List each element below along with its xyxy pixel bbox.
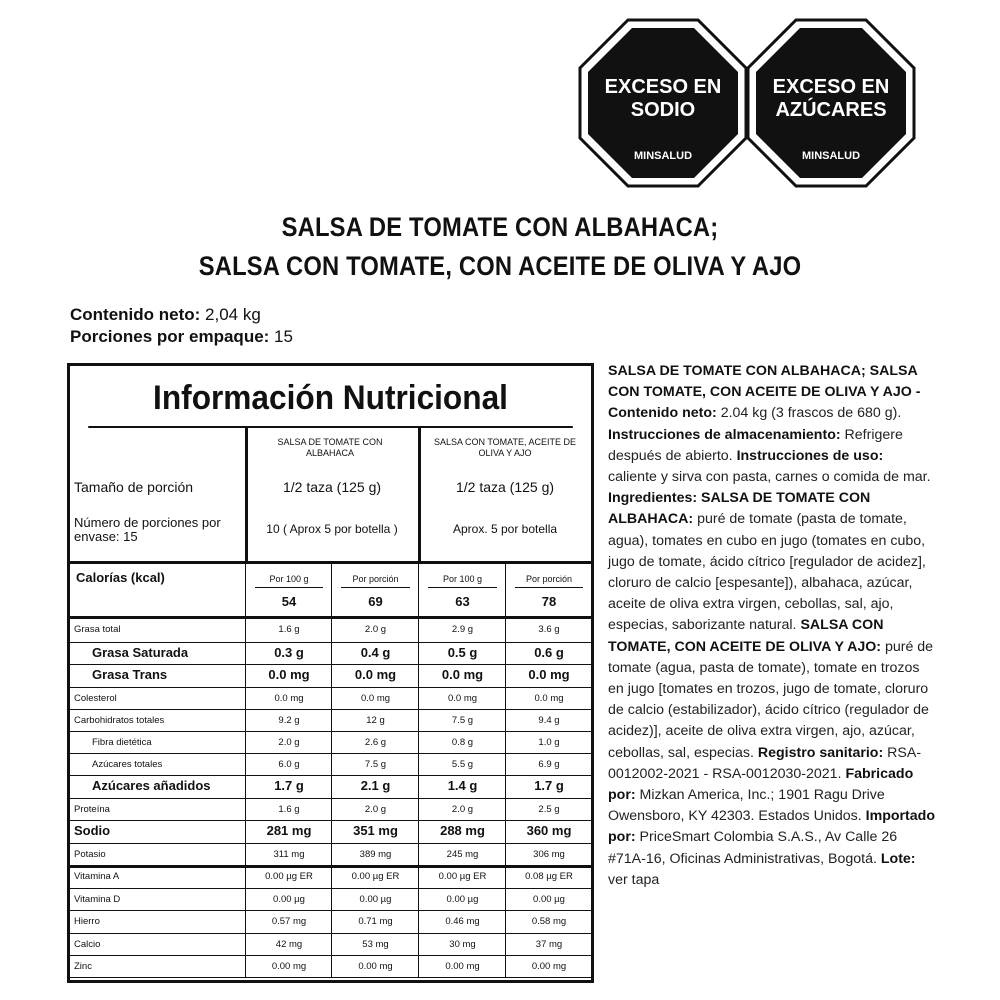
column-divider xyxy=(245,798,246,820)
info-heading: Registro sanitario: xyxy=(757,744,884,761)
nutrient-label: Azúcares añadidos xyxy=(92,778,211,793)
nutrient-value: 2.9 g xyxy=(451,624,474,635)
nutrient-value: 0.0 mg xyxy=(441,667,484,682)
info-body: PriceSmart Colombia S.A.S., Av Calle 26 #71A-16, Oficinas Administrativas, Bogotá. xyxy=(608,829,898,867)
nutrient-value: 0.00 mg xyxy=(531,961,567,972)
nutrient-value: 0.0 mg xyxy=(360,693,391,704)
info-heading: Contenido neto: xyxy=(608,405,717,422)
info-body: puré de tomate (agua, pasta de tomate), tomate en trozos en jugo [tomates en trozos, jugo de tomate, cloruro de calcio (estabilizador), ácido cítrico (regulador de acidez)], aceite de oliva extra virgen, ajo, azúcar, cebollas, sal, especias. xyxy=(608,638,934,761)
column-divider xyxy=(331,687,332,709)
column-divider xyxy=(505,865,506,888)
column-divider xyxy=(331,865,332,888)
column-divider xyxy=(331,709,332,731)
nutrient-value: 0.0 mg xyxy=(354,667,397,682)
info-heading: Fabricado por: xyxy=(608,765,914,804)
nutrient-value: 0.00 mg xyxy=(445,961,480,972)
nutrient-label: Carbohidratos totales xyxy=(74,715,165,726)
column-divider xyxy=(505,933,506,955)
column-divider xyxy=(418,933,419,955)
column-divider xyxy=(331,642,332,664)
per-unit-label: Por porción xyxy=(525,574,573,584)
subheader-underline xyxy=(255,587,323,588)
column-divider xyxy=(418,564,419,616)
column-divider xyxy=(418,910,419,933)
subheader-underline xyxy=(428,587,497,588)
nutrient-value: 0.0 mg xyxy=(534,693,564,704)
column-divider xyxy=(505,664,506,687)
info-body: Refrigere después de abierto. xyxy=(608,426,903,464)
row-divider xyxy=(70,977,591,978)
nutrient-value: 0.8 g xyxy=(451,737,474,748)
nutrient-value: 1.7 g xyxy=(274,778,304,793)
nutrient-value: 2.5 g xyxy=(538,804,560,815)
column-divider xyxy=(418,775,419,798)
nutrient-value: 0.00 µg ER xyxy=(265,871,313,882)
info-body: ver tapa xyxy=(608,871,660,888)
nutrient-value: 0.00 µg xyxy=(359,894,392,905)
subheader-underline xyxy=(515,587,583,588)
nutrition-title: Información Nutricional xyxy=(88,370,573,428)
calories-value: 69 xyxy=(368,594,383,609)
column-divider xyxy=(245,865,246,888)
nutrient-value: 0.0 mg xyxy=(274,693,304,704)
column-divider xyxy=(245,820,246,843)
nutrient-value: 1.4 g xyxy=(447,778,478,793)
nutrient-value: 0.00 mg xyxy=(271,961,307,972)
nutrient-value: 311 mg xyxy=(273,849,305,860)
nutrient-value: 1.7 g xyxy=(534,778,564,793)
servings-value: 10 ( Aprox 5 por botella ) xyxy=(266,522,398,536)
column-divider xyxy=(245,687,246,709)
nutrient-label: Sodio xyxy=(74,823,111,838)
nutrient-label: Vitamina D xyxy=(74,894,121,905)
info-body: 2.04 kg (3 frascos de 680 g). xyxy=(716,405,902,422)
net-content: Contenido neto: 2,04 kg xyxy=(70,305,261,324)
nutrient-value: 0.0 mg xyxy=(268,667,310,682)
nutrient-value: 0.46 mg xyxy=(445,916,480,927)
column-divider xyxy=(418,664,419,687)
seal-authority: MINSALUD xyxy=(801,150,861,162)
per-unit-label: Por 100 g xyxy=(269,574,309,584)
column-divider xyxy=(331,775,332,798)
servings-label: Número de porciones por envase: 15 xyxy=(74,515,221,544)
nutrient-value: 0.00 µg ER xyxy=(438,871,487,882)
nutrition-facts-table xyxy=(67,363,594,983)
nutrient-value: 30 mg xyxy=(449,939,476,950)
column-divider xyxy=(331,618,332,642)
column-divider xyxy=(505,642,506,664)
seal-authority: MINSALUD xyxy=(633,150,693,162)
column-divider xyxy=(418,888,419,910)
column-divider xyxy=(505,731,506,753)
nutrient-value: 245 mg xyxy=(446,849,479,860)
serving-size-value: 1/2 taza (125 g) xyxy=(455,479,555,495)
nutrient-value: 281 mg xyxy=(266,823,312,838)
nutrient-value: 0.3 g xyxy=(274,645,304,660)
column-divider xyxy=(418,843,419,865)
nutrient-value: 5.5 g xyxy=(451,759,474,770)
column-divider xyxy=(418,820,419,843)
column-divider xyxy=(505,820,506,843)
nutrient-value: 2.0 g xyxy=(278,737,300,748)
info-heading: Instrucciones de almacenamiento: xyxy=(608,426,841,443)
nutrient-value: 0.0 mg xyxy=(447,693,478,704)
info-body: caliente y sirva con pasta, carnes o comida de mar. xyxy=(608,469,931,486)
servings-value: Aprox. 5 por botella xyxy=(452,522,558,536)
nutrient-value: 37 mg xyxy=(535,939,563,950)
seal-label: EXCESO EN SODIO xyxy=(604,76,722,121)
nutrient-value: 7.5 g xyxy=(364,759,387,770)
info-body: Mizkan America, Inc.; 1901 Ragu Drive Owensboro, KY 42303. Estados Unidos. xyxy=(608,787,885,825)
nutrient-label: Vitamina A xyxy=(74,871,120,882)
nutrient-value: 2.0 g xyxy=(364,624,387,635)
column-divider xyxy=(505,709,506,731)
calories-label: Calorías (kcal) xyxy=(76,570,165,585)
column-divider xyxy=(245,955,246,977)
nutrient-value: 53 mg xyxy=(362,939,389,950)
column-divider xyxy=(331,933,332,955)
nutrient-value: 6.9 g xyxy=(538,759,560,770)
nutrient-value: 7.5 g xyxy=(451,715,474,726)
per-unit-label: Por 100 g xyxy=(442,574,483,584)
per-unit-label: Por porción xyxy=(352,574,399,584)
nutrient-value: 42 mg xyxy=(275,939,303,950)
calories-value: 78 xyxy=(541,594,557,609)
nutrient-value: 0.57 mg xyxy=(271,916,307,927)
nutrient-value: 0.08 µg ER xyxy=(525,871,573,882)
column-divider xyxy=(331,910,332,933)
column-divider xyxy=(245,564,246,616)
nutrient-value: 9.4 g xyxy=(538,715,560,726)
column-divider xyxy=(505,687,506,709)
nutrient-value: 0.0 mg xyxy=(528,667,570,682)
nutrient-value: 0.4 g xyxy=(360,645,391,660)
column-divider xyxy=(245,753,246,775)
nutrient-value: 360 mg xyxy=(526,823,572,838)
column-divider xyxy=(505,955,506,977)
info-heading: Importado por: xyxy=(608,808,935,846)
product-name-header: SALSA CON TOMATE, ACEITE DE OLIVA Y AJO xyxy=(433,437,577,458)
column-divider xyxy=(505,618,506,642)
nutrient-value: 6.0 g xyxy=(278,759,300,770)
column-divider xyxy=(245,933,246,955)
serving-size-value: 1/2 taza (125 g) xyxy=(282,479,382,495)
column-divider xyxy=(418,642,419,664)
column-divider xyxy=(331,753,332,775)
product-info-text xyxy=(608,361,936,891)
nutrient-value: 0.00 µg ER xyxy=(351,871,400,882)
column-divider xyxy=(418,798,419,820)
nutrient-value: 3.6 g xyxy=(538,624,560,635)
subheader-underline xyxy=(341,587,410,588)
nutrient-value: 2.0 g xyxy=(451,804,474,815)
seal-label: EXCESO EN AZÚCARES xyxy=(772,76,890,121)
nutrient-value: 0.00 µg xyxy=(446,894,479,905)
column-divider xyxy=(331,731,332,753)
warning-seal-sugar xyxy=(746,18,916,188)
info-body: puré de tomate (pasta de tomate, agua), tomates en cubo en jugo (tomates en cubo, jugo de tomate, ácido cítrico [regulador de acidez], cloruro de calcio [espesante]), albahaca, azúcar, aceite de oliva extra virgen, cebollas, sal, ajo, especias, saborizante natural. xyxy=(608,511,926,634)
nutrient-label: Potasio xyxy=(74,849,106,860)
nutrient-value: 0.00 mg xyxy=(358,961,393,972)
nutrient-value: 351 mg xyxy=(353,823,398,838)
column-divider xyxy=(331,843,332,865)
column-divider xyxy=(245,910,246,933)
nutrient-label: Grasa total xyxy=(74,624,121,635)
nutrient-label: Hierro xyxy=(74,916,100,927)
column-divider xyxy=(505,753,506,775)
product-name-header: SALSA DE TOMATE CON ALBAHACA xyxy=(277,437,383,458)
column-divider xyxy=(418,709,419,731)
column-divider xyxy=(505,564,506,616)
info-body: RSA-0012002-2021 - RSA-0012030-2021. xyxy=(608,744,922,782)
info-heading: Instrucciones de uso: xyxy=(736,447,884,464)
column-divider xyxy=(245,843,246,865)
nutrient-value: 389 mg xyxy=(359,849,392,860)
nutrient-value: 1.0 g xyxy=(538,737,560,748)
nutrient-value: 0.00 µg xyxy=(533,894,565,905)
nutrient-value: 0.5 g xyxy=(447,645,478,660)
column-divider xyxy=(245,642,246,664)
serving-size-label: Tamaño de porción xyxy=(74,479,194,495)
column-divider xyxy=(331,664,332,687)
info-heading: SALSA DE TOMATE CON ALBAHACA; SALSA CON TOMATE, CON ACEITE DE OLIVA Y AJO - xyxy=(608,363,921,401)
nutrient-value: 2.0 g xyxy=(364,804,387,815)
column-divider xyxy=(331,798,332,820)
nutrient-value: 2.1 g xyxy=(360,778,391,793)
calories-value: 63 xyxy=(455,594,470,609)
calories-value: 54 xyxy=(281,594,297,609)
nutrient-value: 9.2 g xyxy=(278,715,300,726)
product-title-line-2: SALSA CON TOMATE, CON ACEITE DE OLIVA Y AJO xyxy=(198,251,802,281)
column-divider xyxy=(505,775,506,798)
column-divider xyxy=(418,687,419,709)
column-divider xyxy=(418,955,419,977)
info-heading: Ingredientes: SALSA DE TOMATE CON ALBAHACA: xyxy=(608,490,871,528)
nutrient-label: Fibra dietética xyxy=(92,737,152,748)
column-divider xyxy=(418,731,419,753)
column-divider xyxy=(245,664,246,687)
column-divider xyxy=(505,798,506,820)
nutrient-value: 306 mg xyxy=(533,849,565,860)
nutrient-label: Azúcares totales xyxy=(92,759,163,770)
column-divider xyxy=(418,618,419,642)
nutrient-value: 0.71 mg xyxy=(358,916,393,927)
nutrient-value: 1.6 g xyxy=(278,804,300,815)
column-divider xyxy=(245,888,246,910)
nutrient-value: 0.6 g xyxy=(534,645,564,660)
nutrient-value: 12 g xyxy=(366,715,385,726)
servings-per-package: Porciones por empaque: 15 xyxy=(70,327,293,346)
column-divider xyxy=(245,709,246,731)
column-divider xyxy=(418,865,419,888)
nutrient-value: 0.58 mg xyxy=(531,916,567,927)
nutrient-value: 2.6 g xyxy=(364,737,387,748)
info-heading: Lote: xyxy=(880,850,916,867)
info-heading: SALSA CON TOMATE, CON ACEITE DE OLIVA Y AJO: xyxy=(608,617,884,655)
column-divider xyxy=(245,618,246,642)
nutrient-label: Zinc xyxy=(74,961,92,972)
column-divider xyxy=(505,843,506,865)
column-divider xyxy=(505,888,506,910)
nutrient-label: Proteína xyxy=(74,804,110,815)
column-divider xyxy=(245,731,246,753)
nutrient-label: Grasa Trans xyxy=(92,667,168,682)
nutrient-label: Calcio xyxy=(74,939,101,950)
product-title-line-1: SALSA DE TOMATE CON ALBAHACA; xyxy=(281,212,719,242)
nutrient-label: Grasa Saturada xyxy=(92,645,189,660)
column-divider xyxy=(505,910,506,933)
nutrient-value: 288 mg xyxy=(440,823,485,838)
column-divider xyxy=(245,775,246,798)
column-divider xyxy=(331,888,332,910)
nutrient-label: Colesterol xyxy=(74,693,117,704)
column-divider xyxy=(331,955,332,977)
column-divider xyxy=(418,753,419,775)
warning-seal-sodium xyxy=(578,18,748,188)
column-divider xyxy=(331,820,332,843)
nutrient-value: 0.00 µg xyxy=(273,894,305,905)
column-divider xyxy=(331,564,332,616)
nutrient-value: 1.6 g xyxy=(278,624,300,635)
